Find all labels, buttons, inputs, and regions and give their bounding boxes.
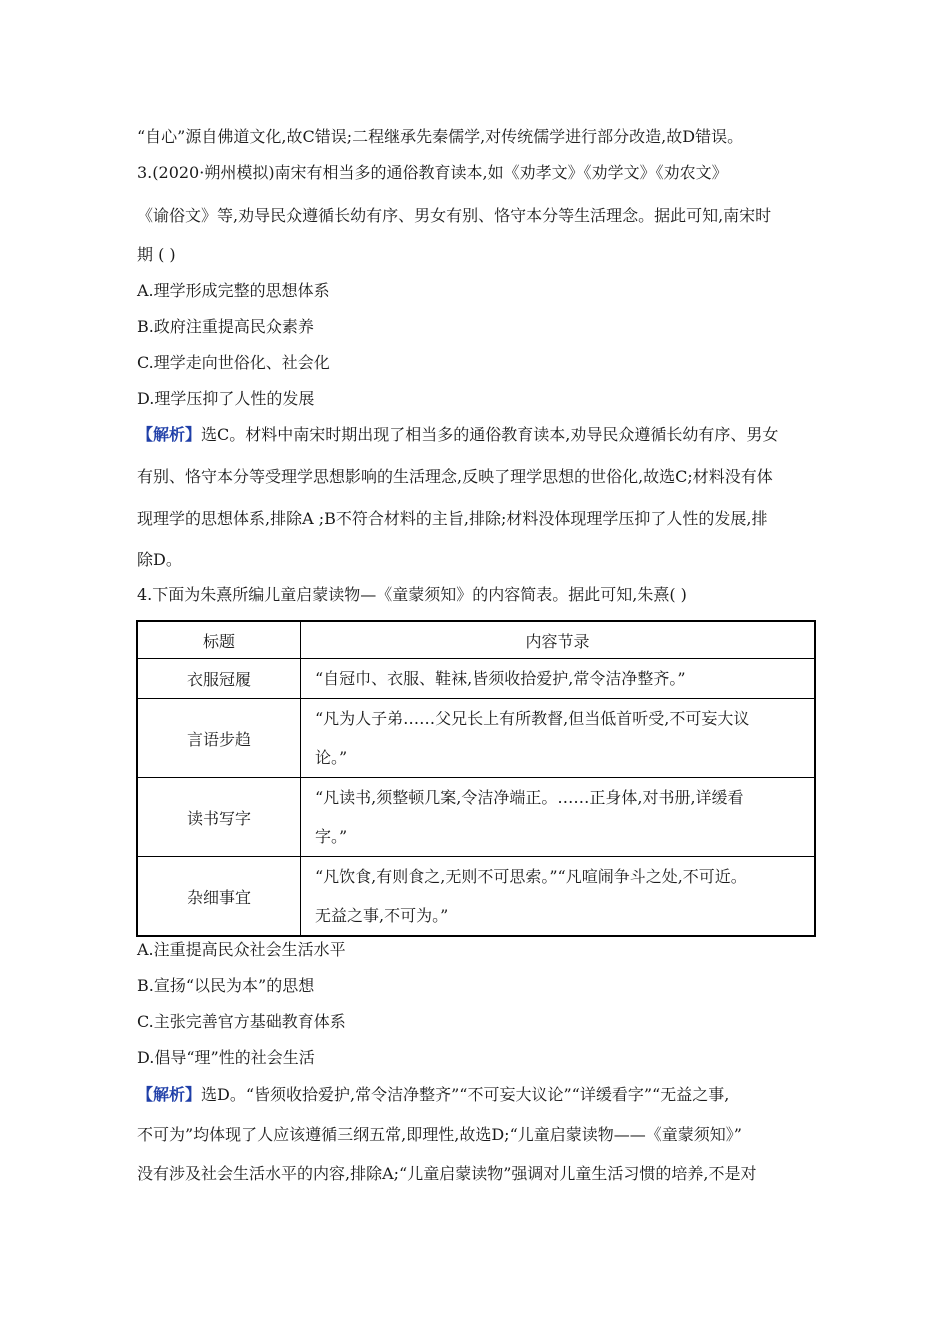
table-header-row <box>137 621 815 659</box>
row-content-line: “凡为人子弟……父兄长上有所教督,但当低首听受,不可妄大议 <box>315 709 750 728</box>
previous-analysis-text: “自心”源自佛道文化,故C错误;二程继承先秦儒学,对传统儒学进行部分改造,故D错误。 <box>137 127 744 146</box>
q3-analysis-line-3: 现理学的思想体系,排除A ;B不符合材料的主旨,排除;材料没体现理学压抑了人性的发展,排 <box>137 509 768 528</box>
q3-analysis-text-1: 选C。材料中南宋时期出现了相当多的通俗教育读本,劝导民众遵循长幼有序、男女 <box>201 425 779 444</box>
q4-option-c: C.主张完善官方基础教育体系 <box>137 1012 346 1031</box>
row-content <box>301 659 816 699</box>
q3-option-a: A.理学形成完整的思想体系 <box>137 281 330 300</box>
q4-analysis-text-1: 选D。“皆须收拾爱护,常令洁净整齐”“不可妄大议论”“详缓看字”“无益之事, <box>201 1085 730 1104</box>
q4-analysis-line-3: 没有涉及社会生活水平的内容,排除A;“儿童启蒙读物”强调对儿童生活习惯的培养,不是对 <box>137 1164 757 1183</box>
row-title: 言语步趋 <box>137 699 301 778</box>
q3-stem-line-1: 3.(2020·朔州模拟)南宋有相当多的通俗教育读本,如《劝孝文》《劝学文》《劝农文》 <box>137 163 728 182</box>
table-header-content: 内容节录 <box>301 621 816 659</box>
q3-analysis-line-2: 有别、恪守本分等受理学思想影响的生活理念,反映了理学思想的世俗化,故选C;材料没有体 <box>137 467 773 486</box>
q3-stem-line-2: 《谕俗文》等,劝导民众遵循长幼有序、男女有别、恪守本分等生活理念。据此可知,南宋时 <box>137 206 772 225</box>
q4-stem: 4.下面为朱熹所编儿童启蒙读物—《童蒙须知》的内容简表。据此可知,朱熹( ) <box>137 585 687 604</box>
row-content-line: “凡读书,须整顿几案,令洁净端正。……正身体,对书册,详缓看 <box>315 788 744 807</box>
q3-stem-line-3: 期 ( ) <box>137 245 176 264</box>
table-row <box>137 659 815 699</box>
table-row <box>137 778 815 857</box>
row-content-line: “凡饮食,有则食之,无则不可思索。”“凡喧闹争斗之处,不可近。 <box>315 867 747 886</box>
row-content-line: 论。” <box>315 748 348 767</box>
table-row <box>137 857 815 937</box>
q3-analysis-line-1 <box>137 425 778 445</box>
row-content <box>301 778 816 857</box>
row-title: 杂细事宜 <box>137 857 301 937</box>
q3-option-b: B.政府注重提高民众素养 <box>137 317 314 336</box>
row-content <box>301 857 816 937</box>
row-title: 读书写字 <box>137 778 301 857</box>
analysis-tag: 【解析】 <box>137 1085 202 1104</box>
content-table <box>136 620 816 937</box>
analysis-tag: 【解析】 <box>137 425 202 444</box>
table-row <box>137 699 815 778</box>
row-content-line: 无益之事,不可为。” <box>315 906 449 925</box>
q4-analysis-line-2: 不可为”均体现了人应该遵循三纲五常,即理性,故选D;“儿童启蒙读物——《童蒙须知》” <box>137 1125 742 1144</box>
q4-analysis-line-1 <box>137 1085 729 1105</box>
row-content-line: 字。” <box>315 827 348 846</box>
q3-option-d: D.理学压抑了人性的发展 <box>137 389 315 408</box>
q4-option-b: B.宣扬“以民为本”的思想 <box>137 976 315 995</box>
q4-option-a: A.注重提高民众社会生活水平 <box>137 940 346 959</box>
row-content-line: “自冠巾、衣服、鞋袜,皆须收拾爱护,常令洁净整齐。” <box>315 669 686 688</box>
row-title: 衣服冠履 <box>137 659 301 699</box>
row-content <box>301 699 816 778</box>
q3-analysis-line-4: 除D。 <box>137 550 182 569</box>
q3-option-c: C.理学走向世俗化、社会化 <box>137 353 330 372</box>
table-header-title: 标题 <box>137 621 301 659</box>
q4-option-d: D.倡导“理”性的社会生活 <box>137 1048 315 1067</box>
